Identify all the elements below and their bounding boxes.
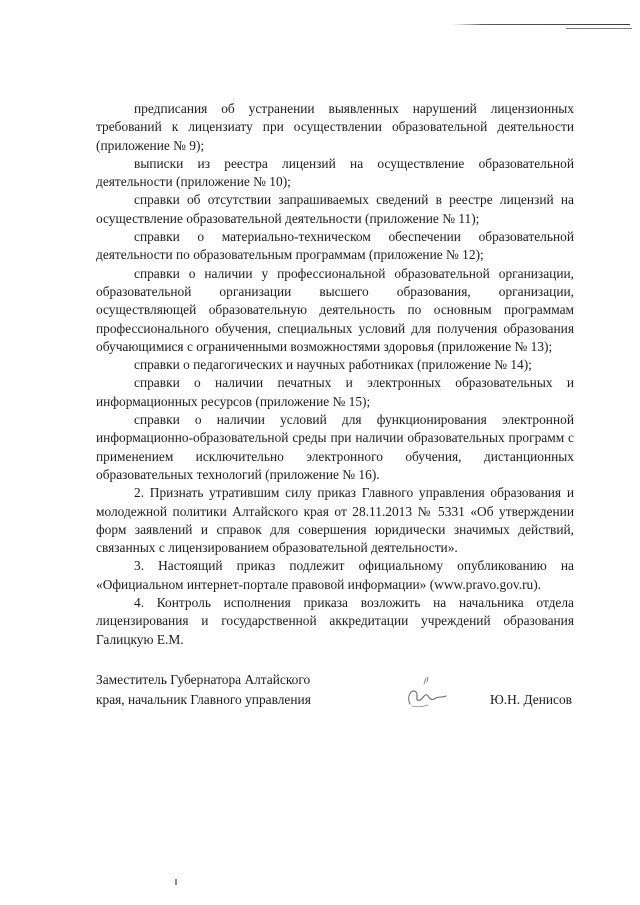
paragraph: 2. Признать утратившим силу приказ Главного управления образования и молодежной политики Алтайского края от 28.11.2013 № 5331 «Об утверждении форм заявлений и справок для совершения юридически значимых действий, связанных с лицензированием образовательной деятельности». [96, 485, 574, 556]
signature-block [96, 670, 576, 730]
paragraph: справки о наличии у профессиональной образовательной организации, образовательной организации высшего образования, организации, осуществляющей образовательную деятельность по основным программам профессионального обучения, специальных условий для получения образования обучающимися с ограниченными возможностями здоровья (приложение № 13); [96, 265, 574, 354]
position-line: края, начальник Главного управления [96, 692, 311, 707]
paragraph: предписания об устранении выявленных нарушений лицензионных требований к лицензиату при осуществлении образовательной деятельности (приложение № 9); [96, 101, 574, 153]
paragraph: справки об отсутствии запрашиваемых сведений в реестре лицензий на осуществление образовательной деятельности (приложение № 11); [96, 192, 574, 226]
scan-artifact-line [566, 28, 632, 29]
document-body [96, 100, 574, 649]
paragraph: справки о наличии условий для функционирования электронной информационно-образовательной среды при наличии образовательных программ с применением исключительно электронного обучения, дистанционных образовательных технологий (приложение № 16). [96, 412, 574, 482]
signatory-name: Ю.Н. Денисов [489, 692, 572, 707]
paragraph: справки о педагогических и научных работниках (приложение № 14); [134, 357, 532, 373]
signatory-position [96, 670, 356, 710]
handwritten-signature-icon [392, 674, 462, 710]
paragraph: справки о материально-техническом обеспечении образовательной деятельности по образовательным программам (приложение № 12); [96, 229, 574, 263]
position-line: Заместитель Губернатора Алтайского [96, 672, 311, 687]
paragraph: 4. Контроль исполнения приказа возложить на начальника отдела лицензирования и государственной аккредитации учреждений образования Галицкую Е.М. [96, 595, 574, 647]
scan-artifact-line [452, 24, 630, 25]
paragraph: справки о наличии печатных и электронных образовательных и информационных ресурсов (приложение № 15); [96, 375, 574, 409]
scan-artifact-dot [175, 879, 177, 885]
paragraph: 3. Настоящий приказ подлежит официальному опубликованию на «Официальном интернет-портале правовой информации» (www.pravo.gov.ru). [96, 558, 574, 592]
paragraph: выписки из реестра лицензий на осуществление образовательной деятельности (приложение № 10); [96, 155, 574, 190]
